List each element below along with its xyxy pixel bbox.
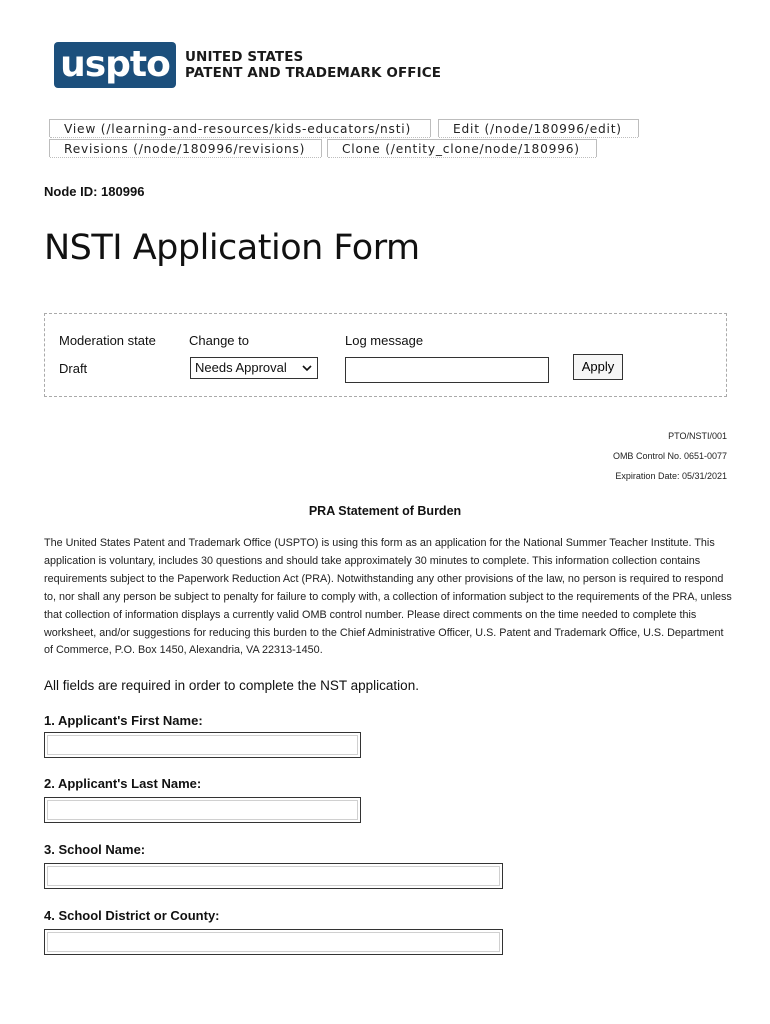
school-district-input[interactable]	[44, 929, 503, 955]
pra-heading: PRA Statement of Burden	[308, 504, 462, 518]
moderation-state-label: Moderation state	[59, 333, 156, 348]
page-title: NSTI Application Form	[44, 228, 420, 268]
change-to-label: Change to	[189, 333, 249, 348]
moderation-state-value: Draft	[59, 361, 88, 376]
change-to-value: Needs Approval	[195, 360, 287, 375]
uspto-logo[interactable]	[54, 42, 441, 88]
pra-body: The United States Patent and Trademark Office (USPTO) is using this form as an application for the National Summer Teacher Institute. This application is voluntary, includes 30 questions and should take approximately 30 minutes to complete. This information collection contains requirements subject to the Paperwork Reduction Act (PRA). Notwithstanding any other provisions of the law, no person is required to respond to, nor shall any person be subject to penalty for failure to comply with, a collection of information subject to the requirements of the PRA, unless that collection of information displays a currently valid OMB control number. Please direct comments on the time needed to complete this worksheet, and/or suggestions for reducing this burden to the Chief Administrative Officer, U.S. Patent and Trademark Office, U.S. Department of Commerce, P.O. Box 1450, Alexandria, VA 22313-1450.	[44, 537, 732, 657]
log-message-label: Log message	[345, 333, 424, 348]
change-to-select[interactable]	[190, 357, 318, 379]
chevron-down-icon	[302, 358, 312, 385]
tab-clone[interactable]: Clone (/entity_clone/node/180996)	[327, 139, 597, 157]
tab-edit[interactable]: Edit (/node/180996/edit)	[438, 119, 639, 137]
omb-control-number: OMB Control No. 0651-0077	[612, 451, 727, 461]
uspto-logo-text	[185, 49, 441, 81]
first-name-label: 1. Applicant's First Name:	[44, 713, 203, 728]
form-number: PTO/NSTI/001	[668, 431, 727, 441]
log-message-input[interactable]	[345, 357, 549, 383]
form-intro: All fields are required in order to complete the NST application.	[44, 678, 419, 693]
last-name-input[interactable]	[44, 797, 361, 823]
school-name-input[interactable]	[44, 863, 503, 889]
uspto-logo-mark: uspto	[54, 42, 176, 88]
moderation-control	[44, 313, 727, 397]
logo-line-1: UNITED STATES	[185, 49, 304, 65]
school-district-label: 4. School District or County:	[44, 908, 220, 923]
expiration-date: Expiration Date: 05/31/2021	[615, 471, 727, 481]
first-name-input[interactable]	[44, 732, 361, 758]
logo-line-2: PATENT AND TRADEMARK OFFICE	[185, 65, 442, 81]
last-name-label: 2. Applicant's Last Name:	[44, 776, 202, 791]
apply-button[interactable]: Apply	[573, 354, 623, 380]
tab-view[interactable]: View (/learning-and-resources/kids-educators/nsti)	[49, 119, 431, 137]
school-name-label: 3. School Name:	[44, 842, 146, 857]
node-id: Node ID: 180996	[44, 184, 145, 199]
tab-revisions[interactable]: Revisions (/node/180996/revisions)	[49, 139, 322, 157]
